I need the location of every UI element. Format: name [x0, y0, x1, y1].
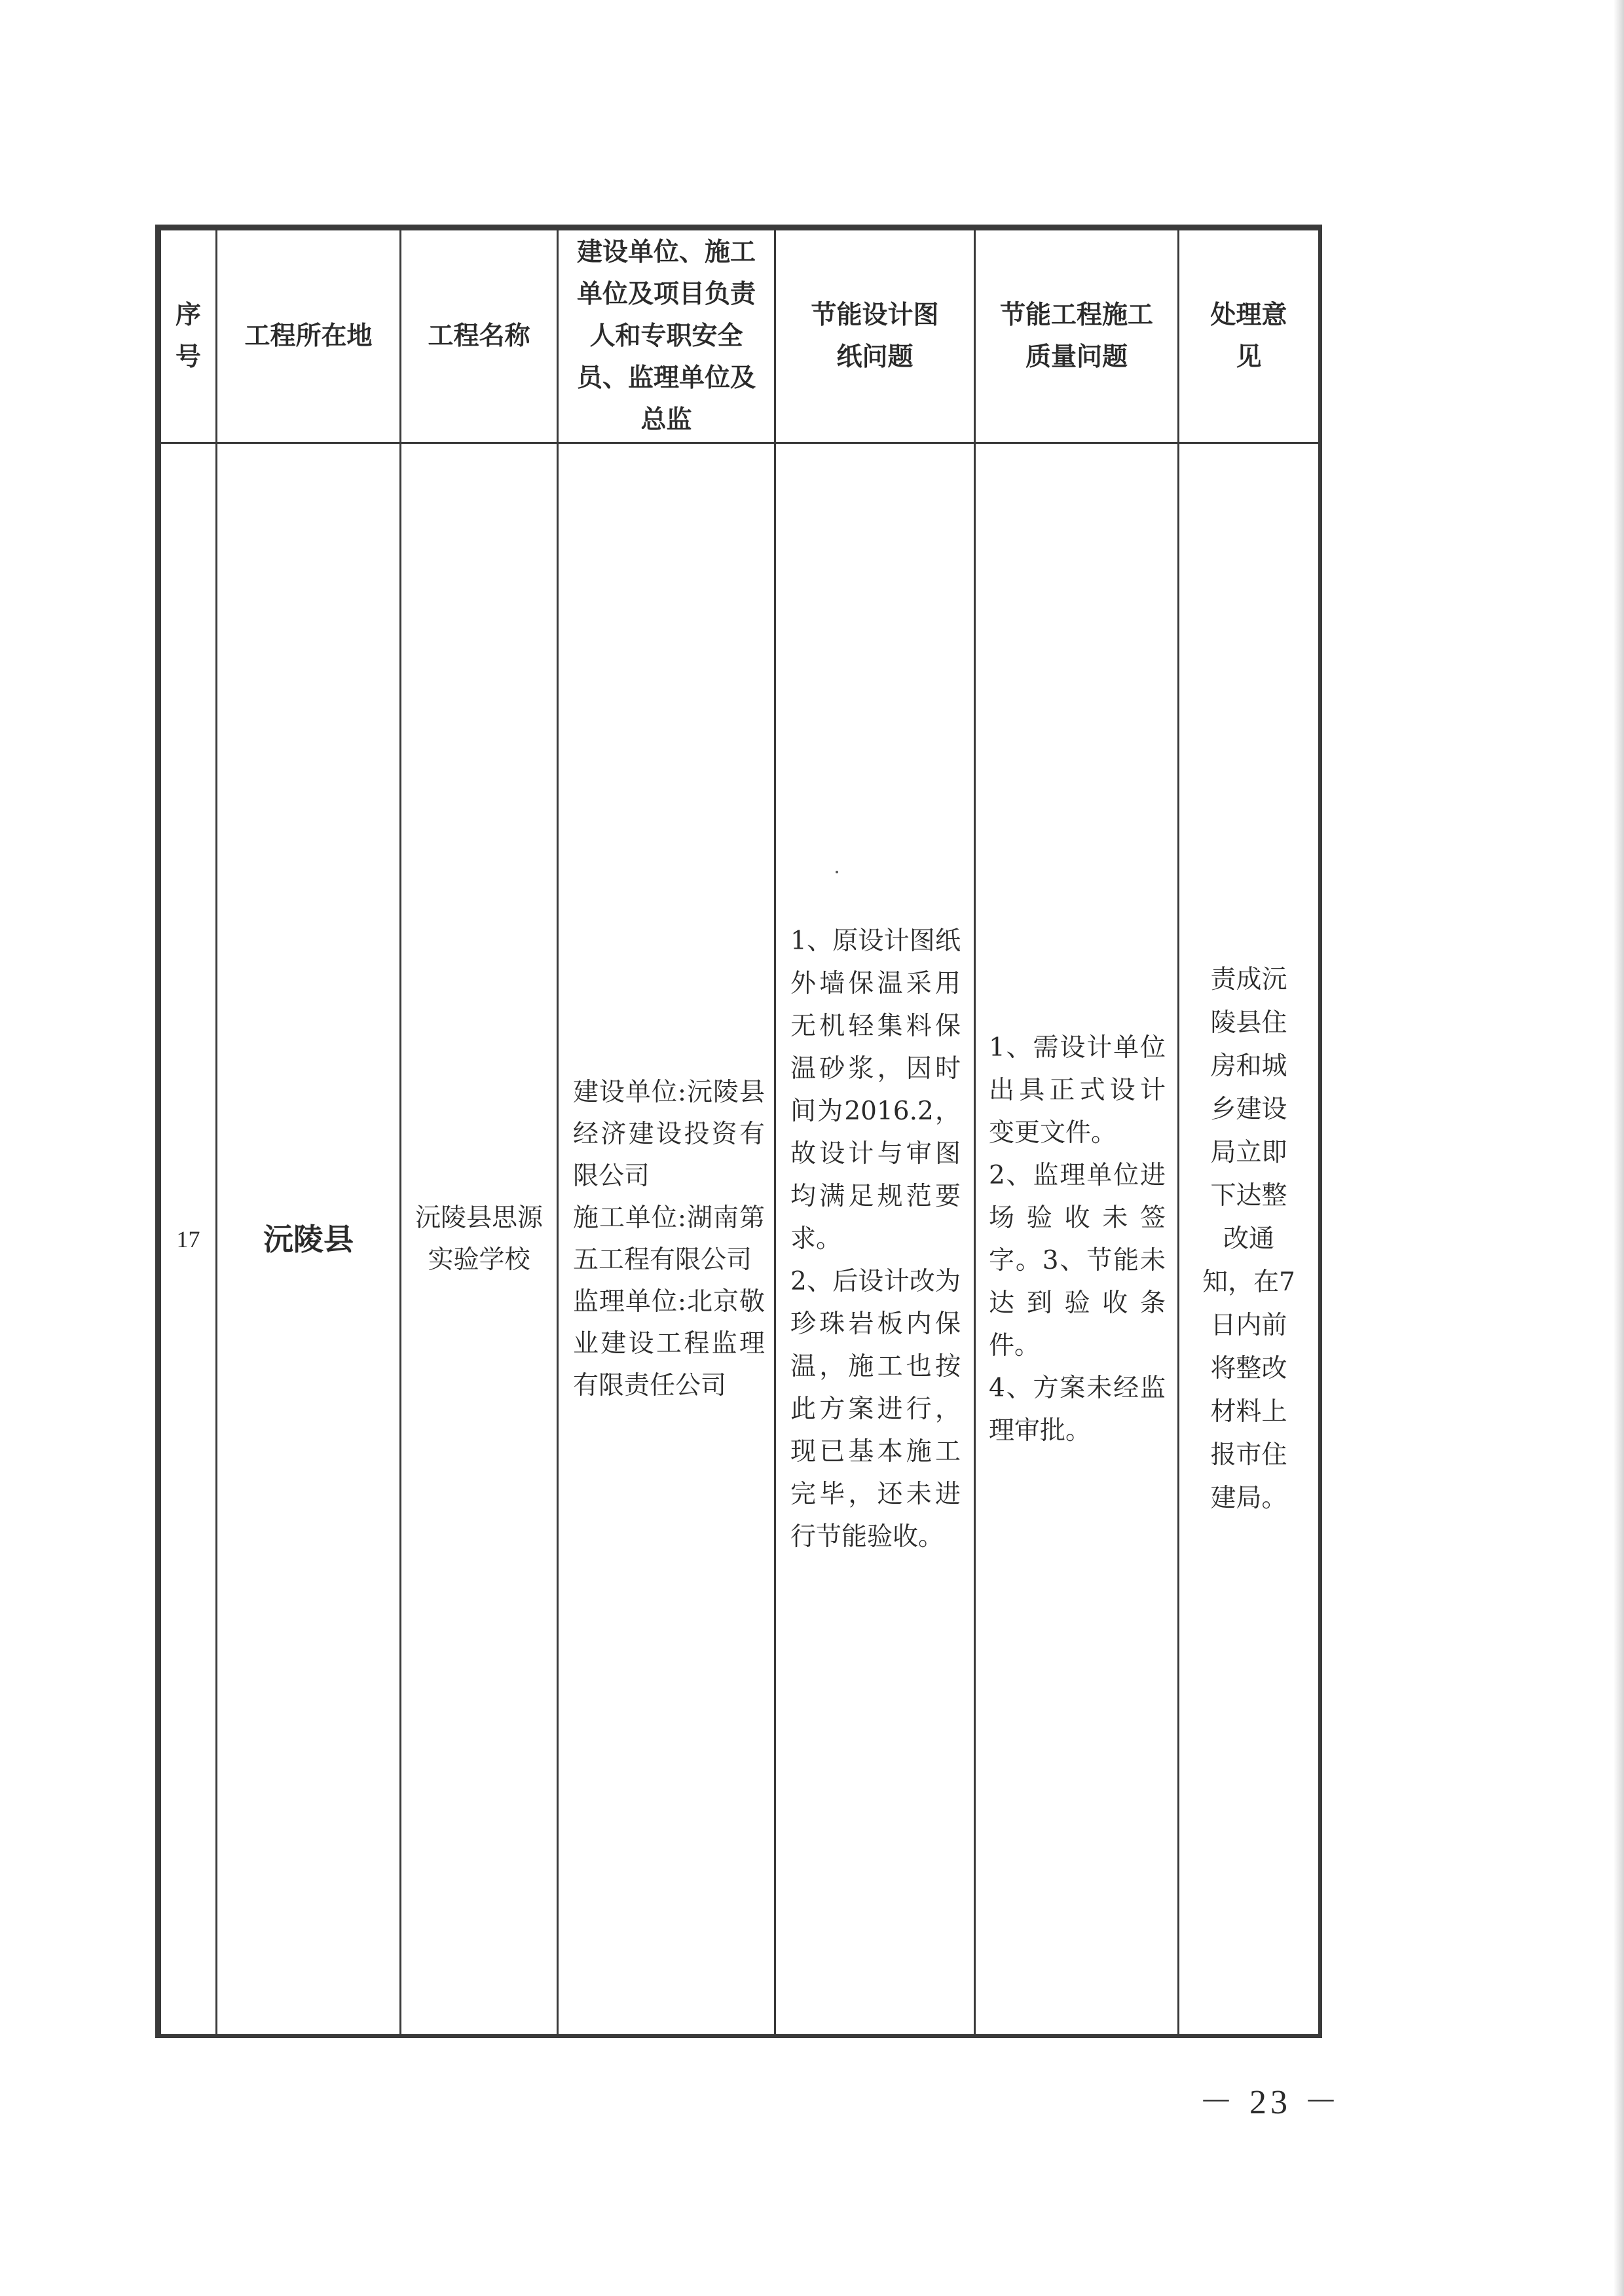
scan-speck	[836, 871, 838, 873]
cell-design-issues	[775, 443, 975, 2035]
design-issue-1: 1、原设计图纸外墙保温采用无机轻集料保温砂浆，因时间为2016.2，故设计与审图均满足规范要求。	[790, 926, 961, 1254]
cell-seq: 17	[160, 443, 217, 2035]
table-header-row	[160, 230, 1320, 443]
cell-responsible-units	[558, 443, 775, 2035]
construction-unit-text: 建设单位:沅陵县经济建设投资有限公司	[573, 1077, 765, 1191]
supervision-unit-text: 监理单位:北京敬业建设工程监理有限责任公司	[573, 1286, 765, 1400]
construction-issue-2: 2、监理单位进场验收未签字。3、节能未达到验收条件。	[989, 1160, 1166, 1360]
header-handling: 处理意见	[1179, 230, 1320, 443]
header-responsible-units: 建设单位、施工单位及项目负责人和专职安全员、监理单位及总监	[558, 230, 775, 443]
header-location: 工程所在地	[217, 230, 401, 443]
cell-project-name: 沅陵县思源实验学校	[401, 443, 558, 2035]
inspection-table	[159, 228, 1320, 2036]
construction-issue-3: 4、方案未经监理审批。	[989, 1373, 1166, 1446]
header-construction-issues: 节能工程施工质量问题	[975, 230, 1179, 443]
construction-issue-1: 1、需设计单位出具正式设计变更文件。	[989, 1032, 1166, 1148]
design-issue-2: 2、后设计改为珍珠岩板内保温，施工也按此方案进行，现已基本施工完毕，还未进行节能验收。	[790, 1267, 961, 1552]
header-seq: 序号	[160, 230, 217, 443]
page-edge-shadow	[1614, 0, 1624, 2296]
table-row	[160, 443, 1320, 2035]
header-project-name: 工程名称	[401, 230, 558, 443]
header-design-issues: 节能设计图纸问题	[775, 230, 975, 443]
cell-handling: 责成沅陵县住房和城乡建设局立即下达整改通知，在7日内前将整改材料上报市住建局。	[1179, 443, 1320, 2035]
cell-location: 沅陵县	[217, 443, 401, 2035]
cell-construction-issues	[975, 443, 1179, 2035]
builder-unit-text: 施工单位:湖南第五工程有限公司	[573, 1203, 765, 1275]
page-number: － 23 －	[1198, 2084, 1342, 2121]
